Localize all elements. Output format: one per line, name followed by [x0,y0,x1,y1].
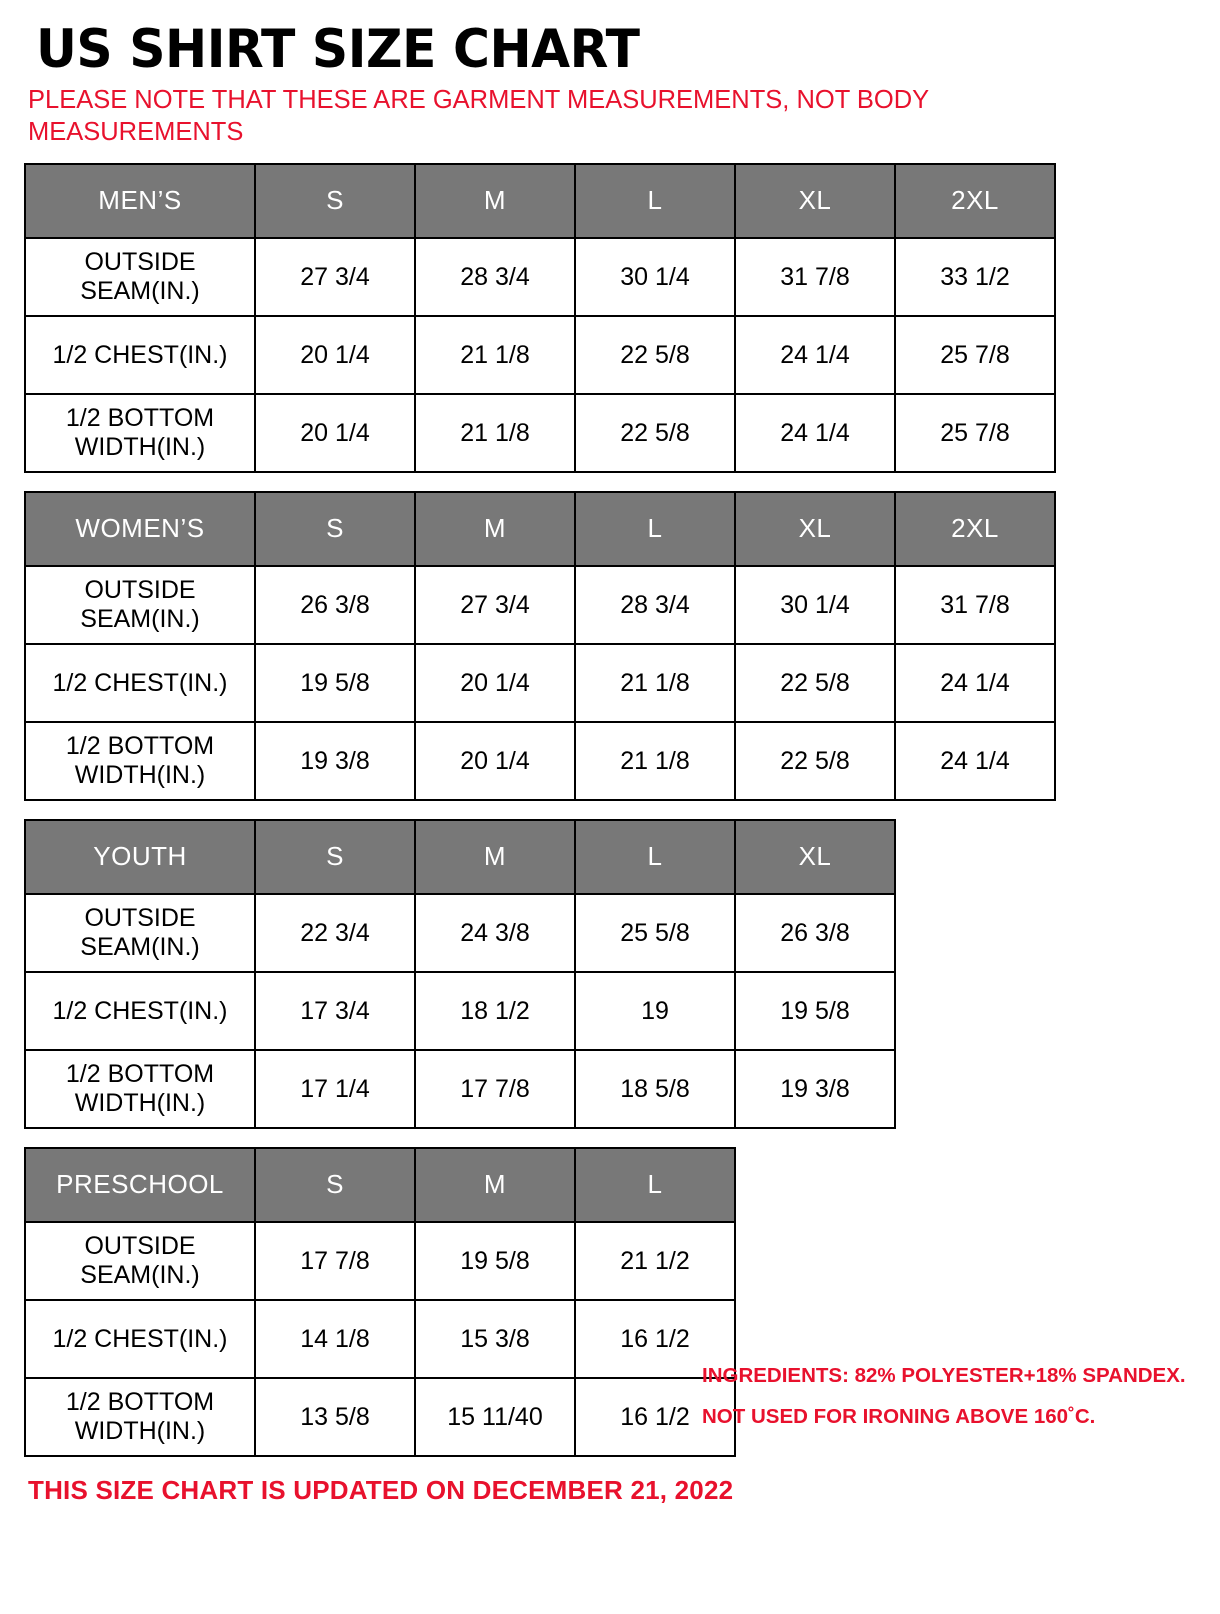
table-header-row [25,164,1055,238]
measurement-value: 21 1/2 [575,1222,735,1300]
table-row [25,644,1055,722]
measurement-label: 1/2 BOTTOM WIDTH(IN.) [25,394,255,472]
measurement-label: OUTSIDE SEAM(IN.) [25,894,255,972]
measurement-value: 13 5/8 [255,1378,415,1456]
measurement-label: 1/2 CHEST(IN.) [25,644,255,722]
size-header: M [415,492,575,566]
measurement-value: 19 5/8 [415,1222,575,1300]
measurement-value: 17 3/4 [255,972,415,1050]
ingredients-line-1: INGREDIENTS: 82% POLYESTER+18% SPANDEX. [702,1364,1186,1387]
measurement-value: 17 7/8 [415,1050,575,1128]
measurement-value: 22 5/8 [735,644,895,722]
measurement-value: 33 1/2 [895,238,1055,316]
table-row [25,1222,735,1300]
size-header: XL [735,820,895,894]
measurement-value: 21 1/8 [415,394,575,472]
measurement-value: 26 3/8 [735,894,895,972]
measurement-value: 18 5/8 [575,1050,735,1128]
table-row [25,566,1055,644]
measurement-value: 19 5/8 [735,972,895,1050]
measurement-value: 28 3/4 [575,566,735,644]
ingredients-note [702,1355,1186,1437]
table-row [25,1300,735,1378]
size-tables-container [24,163,1196,1457]
category-header: YOUTH [25,820,255,894]
measurement-value: 30 1/4 [575,238,735,316]
measurement-label: 1/2 BOTTOM WIDTH(IN.) [25,1050,255,1128]
measurement-value: 30 1/4 [735,566,895,644]
category-header: MEN’S [25,164,255,238]
measurement-note: PLEASE NOTE THAT THESE ARE GARMENT MEASUREMENTS, NOT BODY MEASUREMENTS [28,85,929,147]
measurement-value: 21 1/8 [575,644,735,722]
measurement-value: 28 3/4 [415,238,575,316]
measurement-value: 20 1/4 [255,394,415,472]
size-header: M [415,164,575,238]
measurement-label: OUTSIDE SEAM(IN.) [25,1222,255,1300]
size-header: 2XL [895,492,1055,566]
measurement-value: 17 1/4 [255,1050,415,1128]
measurement-value: 22 5/8 [735,722,895,800]
table-row [25,894,895,972]
measurement-value: 18 1/2 [415,972,575,1050]
size-header: XL [735,492,895,566]
size-header: L [575,492,735,566]
measurement-value: 19 3/8 [735,1050,895,1128]
update-footer: THIS SIZE CHART IS UPDATED ON DECEMBER 21, 2022 [28,1474,734,1505]
size-header: S [255,1148,415,1222]
size-header: M [415,820,575,894]
measurement-value: 25 7/8 [895,394,1055,472]
measurement-value: 27 3/4 [255,238,415,316]
table-row [25,1050,895,1128]
measurement-value: 17 7/8 [255,1222,415,1300]
category-header: PRESCHOOL [25,1148,255,1222]
measurement-value: 21 1/8 [415,316,575,394]
measurement-value: 16 1/2 [575,1300,735,1378]
size-header: L [575,820,735,894]
measurement-value: 20 1/4 [255,316,415,394]
size-header: S [255,492,415,566]
measurement-value: 25 5/8 [575,894,735,972]
measurement-value: 24 1/4 [735,394,895,472]
measurement-value: 19 [575,972,735,1050]
measurement-value: 31 7/8 [735,238,895,316]
size-table-preschool [24,1147,736,1457]
table-row [25,316,1055,394]
table-row [25,722,1055,800]
measurement-value: 15 3/8 [415,1300,575,1378]
table-row [25,238,1055,316]
measurement-value: 26 3/8 [255,566,415,644]
size-header: M [415,1148,575,1222]
measurement-value: 24 1/4 [895,644,1055,722]
table-row [25,1378,735,1456]
measurement-value: 20 1/4 [415,644,575,722]
size-header: L [575,1148,735,1222]
measurement-value: 24 1/4 [895,722,1055,800]
size-header: S [255,820,415,894]
measurement-label: OUTSIDE SEAM(IN.) [25,566,255,644]
measurement-value: 19 3/8 [255,722,415,800]
table-header-row [25,492,1055,566]
measurement-label: 1/2 CHEST(IN.) [25,316,255,394]
table-header-row [25,1148,735,1222]
table-row [25,394,1055,472]
measurement-label: 1/2 CHEST(IN.) [25,972,255,1050]
size-table-mens [24,163,1056,473]
measurement-value: 22 5/8 [575,394,735,472]
page-title: US SHIRT SIZE CHART [36,19,640,80]
size-header: L [575,164,735,238]
table-header-row [25,820,895,894]
size-header: 2XL [895,164,1055,238]
measurement-value: 21 1/8 [575,722,735,800]
measurement-value: 27 3/4 [415,566,575,644]
measurement-label: 1/2 BOTTOM WIDTH(IN.) [25,722,255,800]
measurement-value: 19 5/8 [255,644,415,722]
size-table-youth [24,819,896,1129]
measurement-value: 25 7/8 [895,316,1055,394]
table-row [25,972,895,1050]
measurement-value: 14 1/8 [255,1300,415,1378]
size-header: XL [735,164,895,238]
measurement-value: 22 3/4 [255,894,415,972]
category-header: WOMEN’S [25,492,255,566]
measurement-label: OUTSIDE SEAM(IN.) [25,238,255,316]
measurement-value: 24 1/4 [735,316,895,394]
measurement-label: 1/2 BOTTOM WIDTH(IN.) [25,1378,255,1456]
measurement-value: 16 1/2 [575,1378,735,1456]
measurement-label: 1/2 CHEST(IN.) [25,1300,255,1378]
ingredients-line-2: NOT USED FOR IRONING ABOVE 160˚C. [702,1405,1096,1428]
size-header: S [255,164,415,238]
measurement-value: 31 7/8 [895,566,1055,644]
measurement-value: 22 5/8 [575,316,735,394]
size-table-womens [24,491,1056,801]
measurement-value: 15 11/40 [415,1378,575,1456]
measurement-value: 20 1/4 [415,722,575,800]
measurement-value: 24 3/8 [415,894,575,972]
